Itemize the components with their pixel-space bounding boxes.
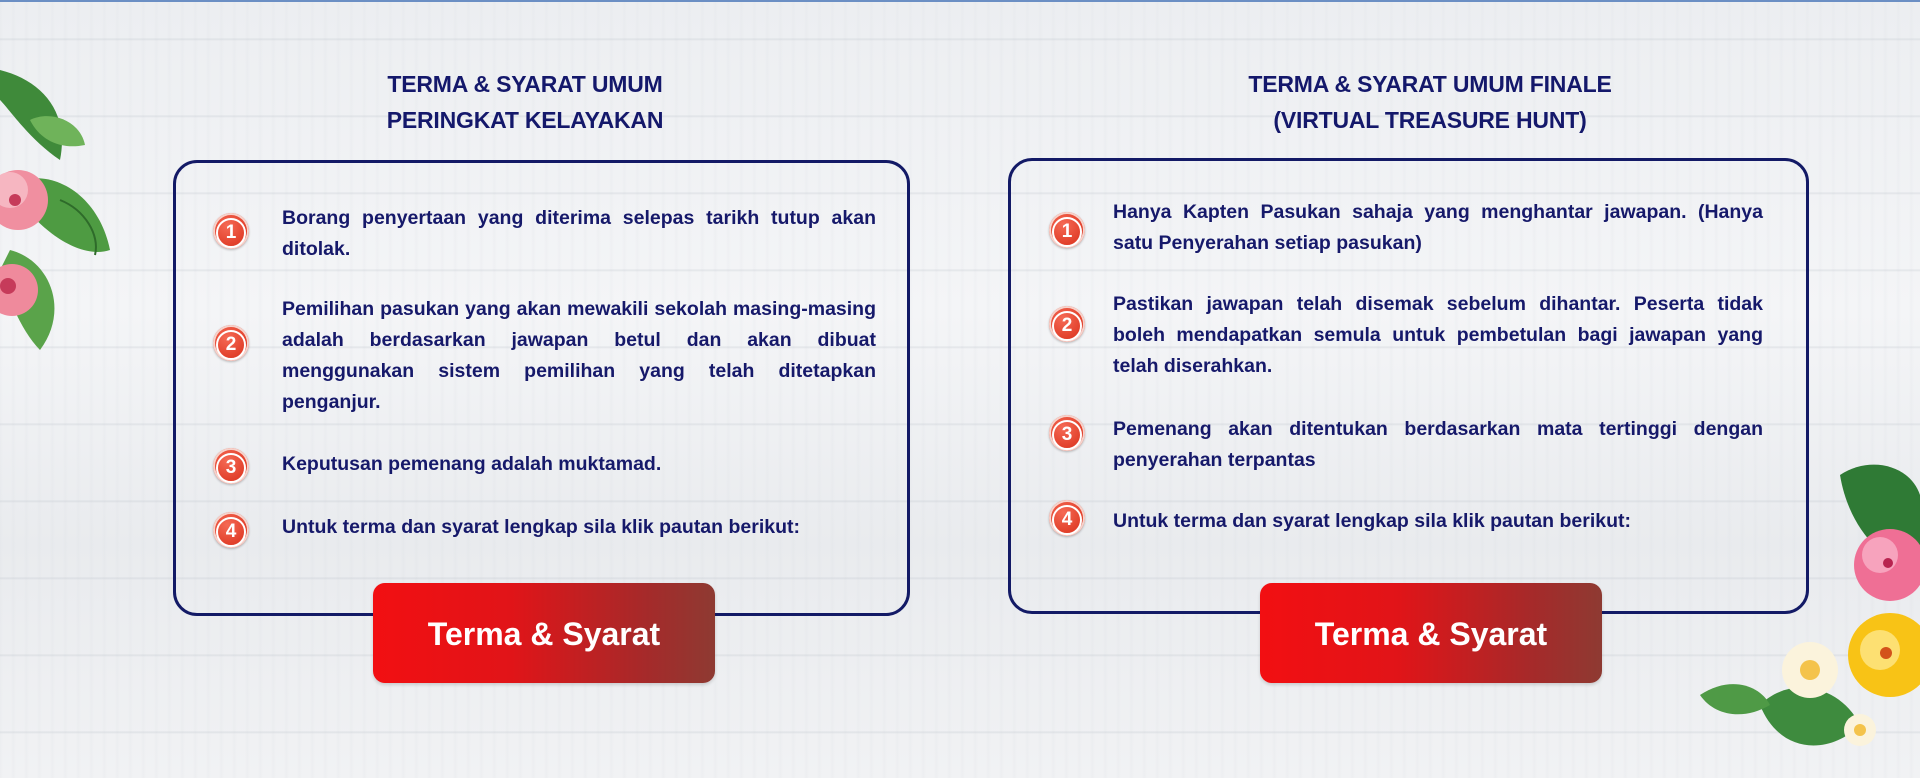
- left-panel-title: [175, 66, 875, 138]
- right-item-2-text: Pastikan jawapan telah disemak sebelum dihantar. Peserta tidak boleh mendapatkan semula untuk pembetulan bagi jawapan yang telah diserahkan.: [1113, 293, 1763, 377]
- right-item-3-number-badge: 3: [1049, 415, 1085, 451]
- right-item-1-text: Hanya Kapten Pasukan sahaja yang menghantar jawapan. (Hanya satu Penyerahan setiap pasukan): [1113, 201, 1763, 254]
- left-item-4-number-badge: 4: [213, 512, 249, 548]
- right-item-1-number-badge: 1: [1049, 212, 1085, 248]
- left-item-1-text: Borang penyertaan yang diterima selepas tarikh tutup akan ditolak.: [282, 207, 876, 260]
- right-item-4-number-badge: 4: [1049, 500, 1085, 536]
- left-item-3-text: Keputusan pemenang adalah muktamad.: [282, 453, 662, 475]
- left-item-2-text: Pemilihan pasukan yang akan mewakili sekolah masing-masing adalah berdasarkan jawapan betul dan akan dibuat menggunakan sistem pemilihan yang telah ditetapkan penganjur.: [282, 298, 876, 413]
- right-panel-title: [1080, 66, 1780, 138]
- left-item-4-text: Untuk terma dan syarat lengkap sila klik pautan berikut:: [282, 516, 800, 538]
- right-panel-title-line1: TERMA & SYARAT UMUM FINALE: [1248, 71, 1612, 97]
- right-item-2-number-badge: 2: [1049, 306, 1085, 342]
- left-panel-title-line1: TERMA & SYARAT UMUM: [387, 71, 663, 97]
- top-border-line: [0, 0, 1920, 2]
- right-item-3-text: Pemenang akan ditentukan berdasarkan mata tertinggi dengan penyerahan terpantas: [1113, 418, 1763, 471]
- left-item-1-number-badge: 1: [213, 213, 249, 249]
- right-panel-title-line2: (VIRTUAL TREASURE HUNT): [1273, 107, 1587, 133]
- right-terms-button[interactable]: Terma & Syarat: [1260, 583, 1602, 683]
- left-item-2-number-badge: 2: [213, 325, 249, 361]
- tropical-flowers-left-icon: [0, 50, 115, 360]
- right-item-4-text: Untuk terma dan syarat lengkap sila klik pautan berikut:: [1113, 510, 1631, 532]
- left-terms-button[interactable]: Terma & Syarat: [373, 583, 715, 683]
- left-panel-title-line2: PERINGKAT KELAYAKAN: [386, 107, 664, 133]
- left-item-3-number-badge: 3: [213, 448, 249, 484]
